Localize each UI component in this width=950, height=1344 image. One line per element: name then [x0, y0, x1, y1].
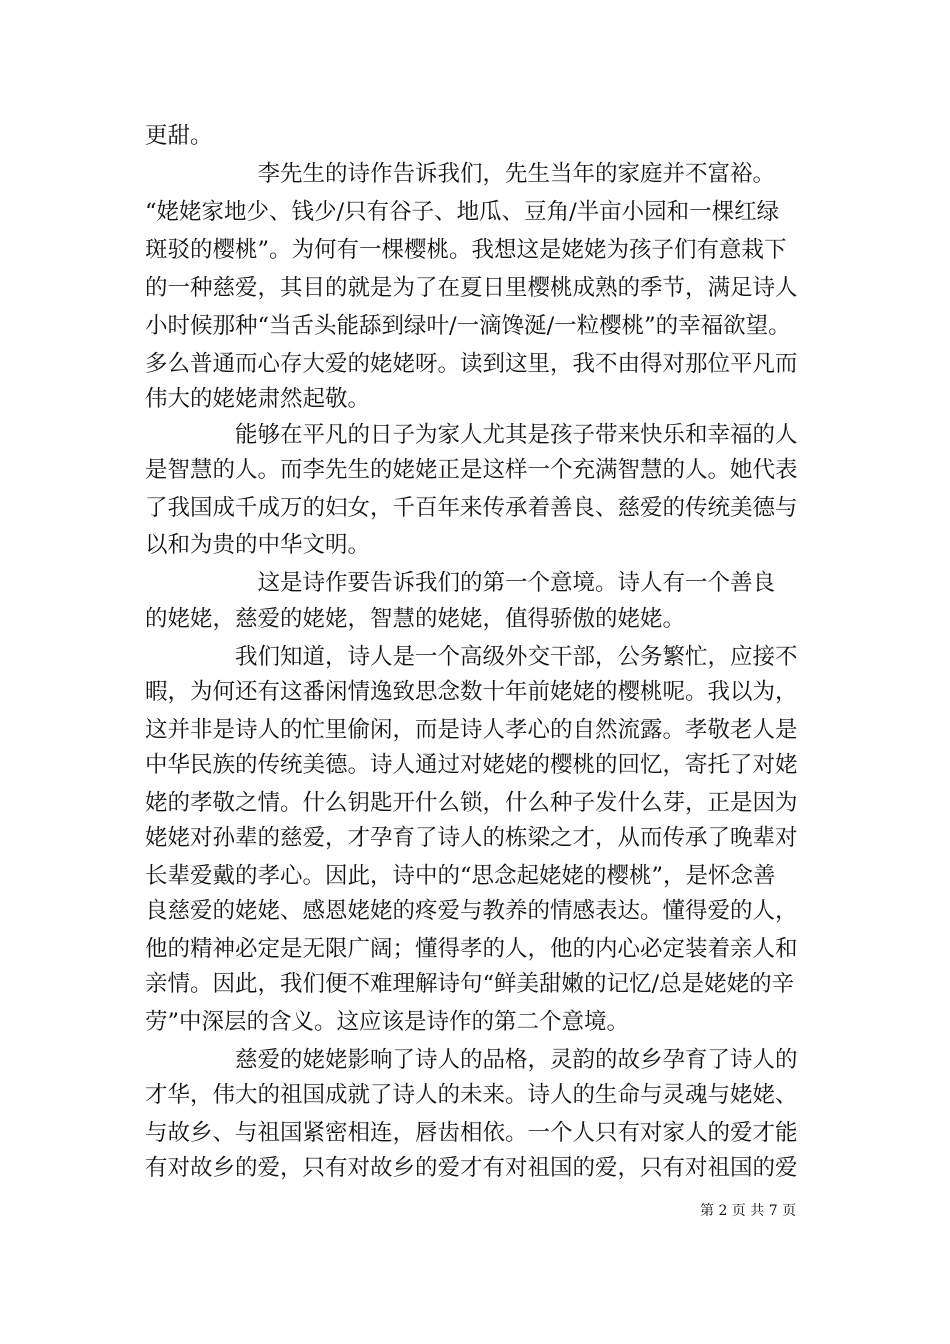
text-line: 是智慧的人。而李先生的姥姥正是这样一个充满智慧的人。她代表 [145, 457, 798, 483]
text-line: 与故乡、与祖国紧密相连，唇齿相依。一个人只有对家人的爱才能 [145, 1120, 798, 1146]
text-line: 更甜。 [145, 123, 213, 149]
text-line: 李先生的诗作告诉我们，先生当年的家庭并不富裕。 [145, 161, 776, 187]
text-line: 我们知道，诗人是一个高级外交干部，公务繁忙，应接不 [145, 644, 798, 670]
text-line: 的姥姥，慈爱的姥姥，智慧的姥姥，值得骄傲的姥姥。 [145, 606, 686, 632]
text-line: 伟大的姥姥肃然起敬。 [145, 386, 371, 412]
text-line: 慈爱的姥姥影响了诗人的品格，灵韵的故乡孕育了诗人的 [145, 1047, 798, 1073]
text-line: 小时候那种“当舌头能舔到绿叶/一滴馋涎/一粒樱桃”的幸福欲望。 [145, 313, 791, 339]
text-line: 姥的孝敬之情。什么钥匙开什么锁，什么种子发什么芽，正是因为 [145, 790, 798, 816]
text-line: 多么普通而心存大爱的姥姥呀。读到这里，我不由得对那位平凡而 [145, 351, 798, 377]
text-line: 长辈爱戴的孝心。因此，诗中的“思念起姥姥的樱桃”，是怀念善 [145, 863, 776, 889]
text-line: 能够在平凡的日子为家人尤其是孩子带来快乐和幸福的人 [145, 422, 798, 448]
text-line: 暇，为何还有这番闲情逸致思念数十年前姥姥的樱桃呢。我以为， [145, 679, 798, 705]
text-line: 有对故乡的爱，只有对故乡的爱才有对祖国的爱，只有对祖国的爱 [145, 1155, 798, 1181]
text-line: “姥姥家地少、钱少/只有谷子、地瓜、豆角/半亩小园和一棵红绿 [145, 199, 780, 225]
text-line: 良慈爱的姥姥、感恩姥姥的疼爱与教养的情感表达。懂得爱的人， [145, 898, 798, 924]
text-line: 了我国成千成万的妇女，千百年来传承着善良、慈爱的传统美德与 [145, 495, 798, 521]
text-line: 劳”中深层的含义。这应该是诗作的第二个意境。 [145, 1009, 630, 1035]
text-line: 才华，伟大的祖国成就了诗人的未来。诗人的生命与灵魂与姥姥、 [145, 1082, 798, 1108]
text-line: 中华民族的传统美德。诗人通过对姥姥的樱桃的回忆，寄托了对姥 [145, 752, 798, 778]
text-line: 这并非是诗人的忙里偷闲，而是诗人孝心的自然流露。孝敬老人是 [145, 717, 798, 743]
text-line: 他的精神必定是无限广阔；懂得孝的人，他的内心必定装着亲人和 [145, 936, 798, 962]
text-line: 这是诗作要告诉我们的第一个意境。诗人有一个善良 [145, 570, 776, 596]
page-number-footer: 第 2 页 共 7 页 [700, 1203, 797, 1219]
text-line: 亲情。因此，我们便不难理解诗句“鲜美甜嫩的记忆/总是姥姥的辛 [145, 971, 795, 997]
text-line: 的一种慈爱，其目的就是为了在夏日里樱桃成熟的季节，满足诗人 [145, 275, 798, 301]
text-line: 斑驳的樱桃”。为何有一棵樱桃。我想这是姥姥为孩子们有意栽下 [145, 237, 787, 263]
text-line: 姥姥对孙辈的慈爱，才孕育了诗人的栋梁之才，从而传承了晚辈对 [145, 825, 798, 851]
text-line: 以和为贵的中华文明。 [145, 532, 371, 558]
